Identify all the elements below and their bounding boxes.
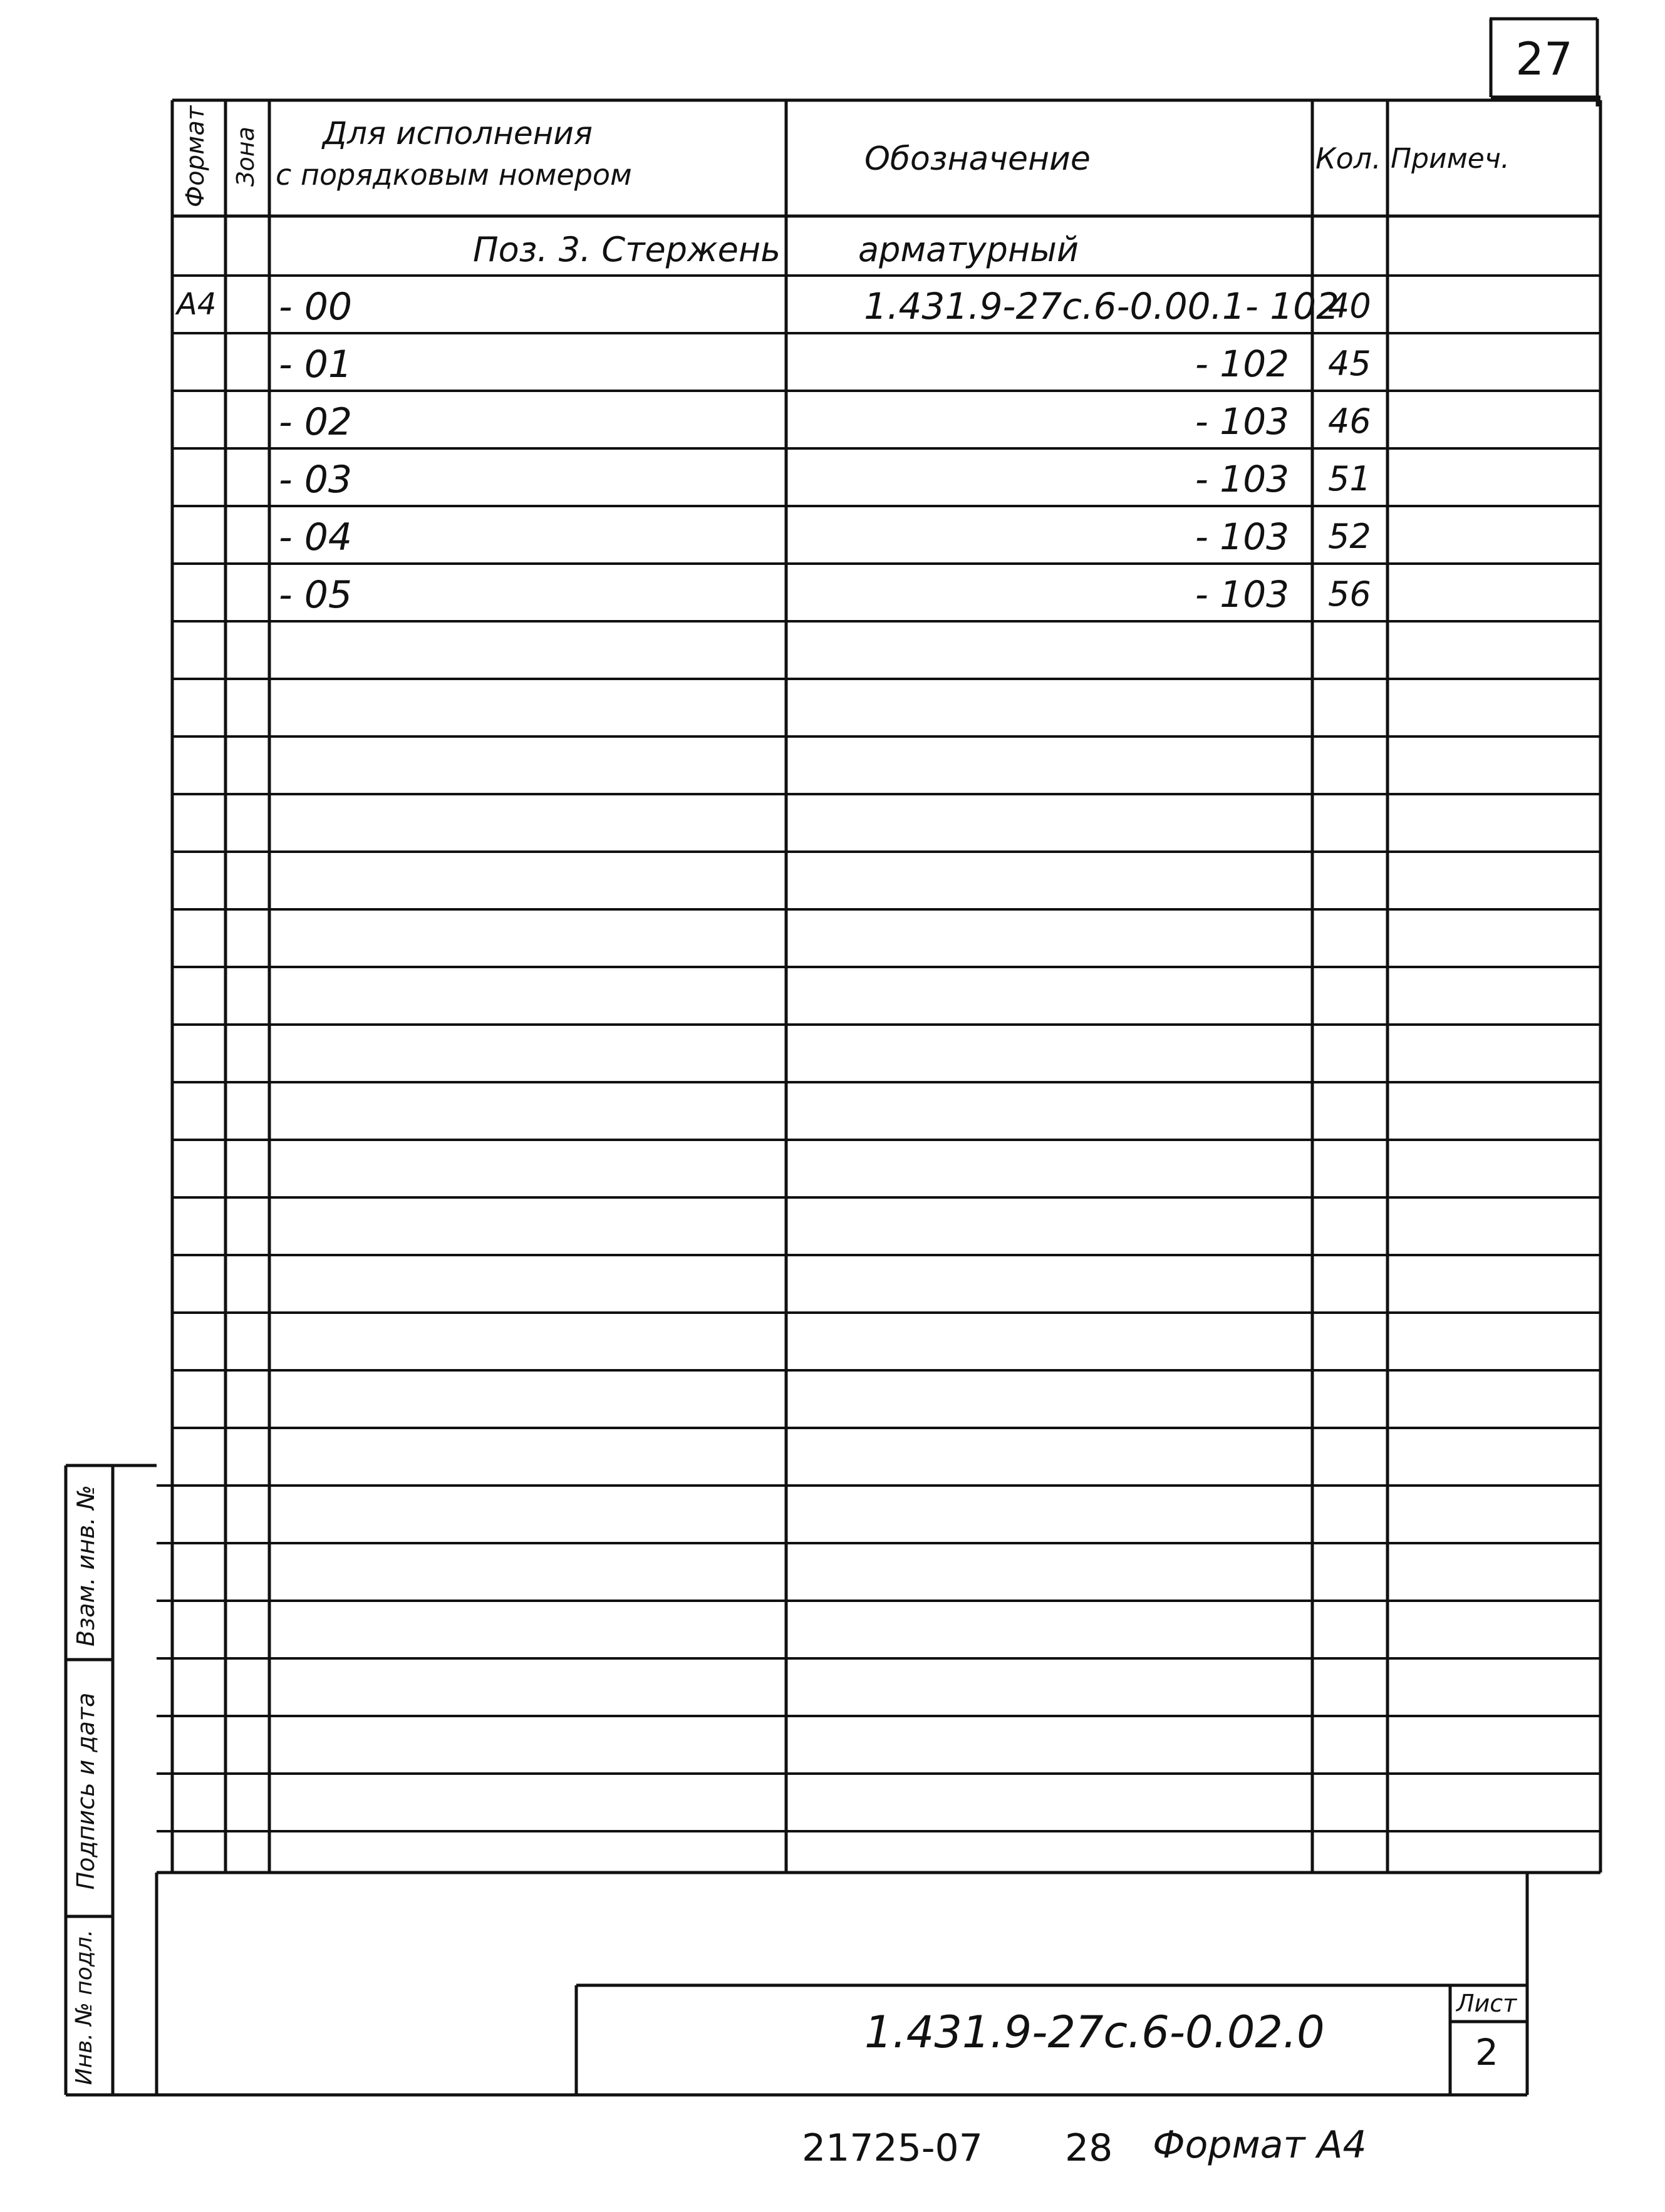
side-stamp-replaces-inv: Взам. инв. № <box>72 1485 100 1647</box>
header-designation: Обозначение <box>864 140 1091 178</box>
row-qty: 51 <box>1328 459 1371 499</box>
section-title-right: арматурный <box>858 230 1079 269</box>
row-designation: - 103 <box>1195 515 1289 558</box>
row-execution: - 05 <box>279 573 353 617</box>
row-qty: 56 <box>1328 574 1371 614</box>
sheet-number: 2 <box>1475 2031 1498 2074</box>
row-execution: - 00 <box>279 285 353 329</box>
row-qty: 52 <box>1328 517 1371 556</box>
document-code: 1.431.9-27с.6-0.02.0 <box>864 2007 1325 2058</box>
page-number: 27 <box>1515 33 1573 85</box>
row-execution: - 01 <box>279 343 353 386</box>
header-execution-line2: с порядковым номером <box>276 158 632 192</box>
row-qty: 45 <box>1328 344 1371 383</box>
section-title-left: Поз. 3. Стержень <box>473 230 781 269</box>
archive-number: 21725-07 <box>802 2126 983 2170</box>
side-stamp-inv-orig: Инв. № подл. <box>71 1929 97 2085</box>
footer-format-label: Формат А4 <box>1153 2123 1367 2167</box>
row-designation: - 103 <box>1195 400 1289 443</box>
row-format: А4 <box>177 287 217 322</box>
header-note: Примеч. <box>1391 143 1510 175</box>
sheet-label: Лист <box>1456 1990 1517 2017</box>
row-execution: - 03 <box>279 458 353 502</box>
header-zone: Зона <box>232 127 259 187</box>
footer-page: 28 <box>1065 2126 1113 2170</box>
row-qty: 40 <box>1328 286 1371 326</box>
row-designation: - 103 <box>1195 458 1289 500</box>
row-designation: - 103 <box>1195 573 1289 616</box>
header-execution-line1: Для исполнения <box>323 115 593 152</box>
row-execution: - 02 <box>279 400 353 444</box>
row-qty: 46 <box>1328 401 1371 441</box>
row-execution: - 04 <box>279 515 353 559</box>
header-qty: Кол. <box>1315 142 1381 175</box>
row-designation: - 102 <box>1195 343 1289 385</box>
row-designation: 1.431.9-27с.6-0.00.1- 102 <box>864 285 1339 328</box>
header-format: Формат <box>181 105 210 208</box>
side-stamp-signature-date: Подпись и дата <box>72 1692 100 1890</box>
